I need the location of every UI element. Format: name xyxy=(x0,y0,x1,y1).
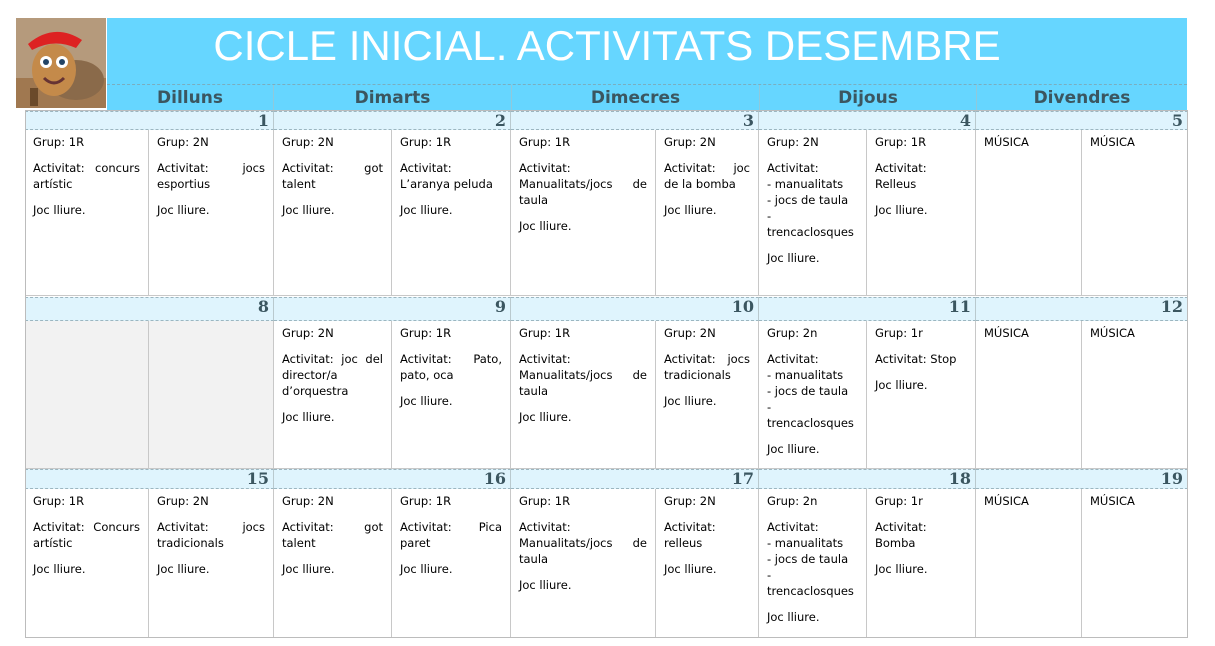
date-number: 18 xyxy=(948,469,971,488)
activity-cell xyxy=(25,130,149,296)
date-bar xyxy=(274,297,511,321)
cell-group-text: Grup: 2n xyxy=(767,494,818,508)
cell-activity-text: Activitat: Pato, pato, oca xyxy=(400,352,502,382)
activity-cell xyxy=(1082,489,1188,638)
cell-note-text: Joc lliure. xyxy=(664,562,717,576)
cell-group-text: MÚSICA xyxy=(984,326,1029,340)
cell-note-text: Joc lliure. xyxy=(875,562,928,576)
cell-note-text: Joc lliure. xyxy=(519,219,572,233)
cell-note-text: Joc lliure. xyxy=(519,578,572,592)
page-title: CICLE INICIAL. ACTIVITATS DESEMBRE xyxy=(213,22,1001,69)
date-number: 9 xyxy=(494,297,506,316)
activity-cell xyxy=(656,130,759,296)
date-number: 11 xyxy=(948,297,971,316)
day-header-dimecres: Dimecres xyxy=(512,85,760,111)
cell-group-text: Grup: 2N xyxy=(664,326,716,340)
date-number: 2 xyxy=(494,111,506,130)
day-header-dimarts: Dimarts xyxy=(274,85,512,111)
date-bar xyxy=(25,297,274,321)
activity-cell xyxy=(392,321,511,469)
cell-group-text: Grup: 1R xyxy=(519,494,571,508)
activity-cell xyxy=(274,489,392,638)
day-header-dijous: Dijous xyxy=(760,85,977,111)
cell-group-text: MÚSICA xyxy=(1090,326,1135,340)
cell-note-text: Joc lliure. xyxy=(875,378,928,392)
date-number: 8 xyxy=(257,297,269,316)
cell-note-text: Joc lliure. xyxy=(282,562,335,576)
date-bar xyxy=(759,111,976,130)
activity-cell xyxy=(759,130,867,296)
activity-cell xyxy=(274,130,392,296)
cell-activity-text: Activitat: got talent xyxy=(282,520,383,550)
cell-activity-text: Activitat: Relleus xyxy=(875,161,927,191)
cell-activity-text: Activitat: concurs artístic xyxy=(33,161,140,191)
date-number: 4 xyxy=(959,111,971,130)
cell-activity-text: Activitat: Concurs artístic xyxy=(33,520,140,550)
cell-note-text: Joc lliure. xyxy=(875,203,928,217)
cell-activity-text: Activitat: joc del director/a d’orquestra xyxy=(282,352,383,398)
date-number: 17 xyxy=(731,469,754,488)
cell-group-text: Grup: 1R xyxy=(875,135,927,149)
activity-cell xyxy=(25,489,149,638)
cell-group-text: Grup: 2N xyxy=(157,135,209,149)
cell-activity-text: Activitat: Stop xyxy=(875,352,957,366)
cell-activity-text: Activitat: Manualitats/jocs de taula xyxy=(519,520,647,566)
cell-note-text: Joc lliure. xyxy=(664,394,717,408)
activity-cell xyxy=(656,489,759,638)
date-bar xyxy=(759,297,976,321)
date-number: 1 xyxy=(257,111,269,130)
date-bar xyxy=(274,111,511,130)
date-bar xyxy=(976,297,1188,321)
cell-note-text: Joc lliure. xyxy=(519,410,572,424)
cell-group-text: Grup: 1R xyxy=(33,135,85,149)
cell-group-text: Grup: 2N xyxy=(664,494,716,508)
day-header-divendres: Divendres xyxy=(977,85,1187,111)
date-bar xyxy=(25,111,274,130)
date-number: 15 xyxy=(246,469,269,488)
date-bar xyxy=(25,469,274,489)
cell-activity-text: Activitat: Bomba xyxy=(875,520,927,550)
cell-group-text: MÚSICA xyxy=(1090,494,1135,508)
cell-group-text: Grup: 1r xyxy=(875,326,923,340)
activity-cell xyxy=(149,489,274,638)
cell-group-text: MÚSICA xyxy=(984,135,1029,149)
cell-group-text: Grup: 2N xyxy=(157,494,209,508)
cell-group-text: Grup: 2n xyxy=(767,326,818,340)
activity-cell xyxy=(759,321,867,469)
activity-cell xyxy=(976,489,1082,638)
cell-activity-text: Activitat: jocs esportius xyxy=(157,161,265,191)
activity-cell xyxy=(1082,321,1188,469)
cell-group-text: Grup: 2N xyxy=(664,135,716,149)
activity-cell xyxy=(656,321,759,469)
title-bar xyxy=(107,18,1187,85)
activity-cell xyxy=(976,321,1082,469)
cell-activity-text: Activitat: - manualitats - jocs de taula - trencaclosques xyxy=(767,520,854,598)
activity-cell xyxy=(867,321,976,469)
activity-cell xyxy=(392,130,511,296)
cell-group-text: Grup: 2N xyxy=(282,326,334,340)
cell-activity-text: Activitat: relleus xyxy=(664,520,716,550)
date-bar xyxy=(274,469,511,489)
date-number: 10 xyxy=(731,297,754,316)
cell-note-text: Joc lliure. xyxy=(767,442,820,456)
activity-cell xyxy=(867,489,976,638)
activity-cell xyxy=(511,130,656,296)
activity-cell xyxy=(1082,130,1188,296)
cell-group-text: MÚSICA xyxy=(984,494,1029,508)
cell-note-text: Joc lliure. xyxy=(282,410,335,424)
cell-note-text: Joc lliure. xyxy=(767,251,820,265)
cell-group-text: Grup: 1r xyxy=(875,494,923,508)
date-bar xyxy=(976,111,1188,130)
cell-group-text: Grup: 2N xyxy=(282,135,334,149)
cell-group-text: Grup: 1R xyxy=(519,326,571,340)
cell-group-text: Grup: 2N xyxy=(282,494,334,508)
activity-cell xyxy=(867,130,976,296)
cell-group-text: Grup: 1R xyxy=(400,135,452,149)
cell-activity-text: Activitat: jocs tradicionals xyxy=(664,352,750,382)
cell-note-text: Joc lliure. xyxy=(282,203,335,217)
cell-activity-text: Activitat: - manualitats - jocs de taula - trencaclosques xyxy=(767,352,854,430)
cell-group-text: MÚSICA xyxy=(1090,135,1135,149)
cell-group-text: Grup: 1R xyxy=(33,494,85,508)
caga-tio-logo xyxy=(16,18,106,108)
empty-cell xyxy=(25,321,149,469)
cell-group-text: Grup: 1R xyxy=(519,135,571,149)
activity-cell xyxy=(511,489,656,638)
day-header-dilluns: Dilluns xyxy=(107,85,274,111)
cell-group-text: Grup: 1R xyxy=(400,494,452,508)
activity-cell xyxy=(976,130,1082,296)
cell-group-text: Grup: 1R xyxy=(400,326,452,340)
date-bar xyxy=(511,297,759,321)
date-number: 12 xyxy=(1160,297,1183,316)
cell-note-text: Joc lliure. xyxy=(767,610,820,624)
activity-cell xyxy=(759,489,867,638)
cell-group-text: Grup: 2N xyxy=(767,135,819,149)
date-bar xyxy=(759,469,976,489)
cell-activity-text: Activitat: jocs tradicionals xyxy=(157,520,265,550)
cell-note-text: Joc lliure. xyxy=(664,203,717,217)
cell-note-text: Joc lliure. xyxy=(33,562,86,576)
cell-activity-text: Activitat: Pica paret xyxy=(400,520,502,550)
activity-cell xyxy=(511,321,656,469)
date-number: 19 xyxy=(1160,469,1183,488)
date-bar xyxy=(511,469,759,489)
cell-note-text: Joc lliure. xyxy=(400,203,453,217)
empty-cell xyxy=(149,321,274,469)
cell-activity-text: Activitat: - manualitats - jocs de taula - trencaclosques xyxy=(767,161,854,239)
date-number: 3 xyxy=(742,111,754,130)
activity-cell xyxy=(149,130,274,296)
cell-note-text: Joc lliure. xyxy=(157,562,210,576)
cell-note-text: Joc lliure. xyxy=(400,562,453,576)
date-bar xyxy=(976,469,1188,489)
cell-note-text: Joc lliure. xyxy=(400,394,453,408)
date-bar xyxy=(511,111,759,130)
cell-activity-text: Activitat: Manualitats/jocs de taula xyxy=(519,352,647,398)
cell-activity-text: Activitat: Manualitats/jocs de taula xyxy=(519,161,647,207)
cell-activity-text: Activitat: joc de la bomba xyxy=(664,161,750,191)
cell-activity-text: Activitat: L’aranya peluda xyxy=(400,161,493,191)
cell-note-text: Joc lliure. xyxy=(157,203,210,217)
date-number: 5 xyxy=(1171,111,1183,130)
activity-cell xyxy=(274,321,392,469)
activity-cell xyxy=(392,489,511,638)
cell-note-text: Joc lliure. xyxy=(33,203,86,217)
date-number: 16 xyxy=(483,469,506,488)
cell-activity-text: Activitat: got talent xyxy=(282,161,383,191)
